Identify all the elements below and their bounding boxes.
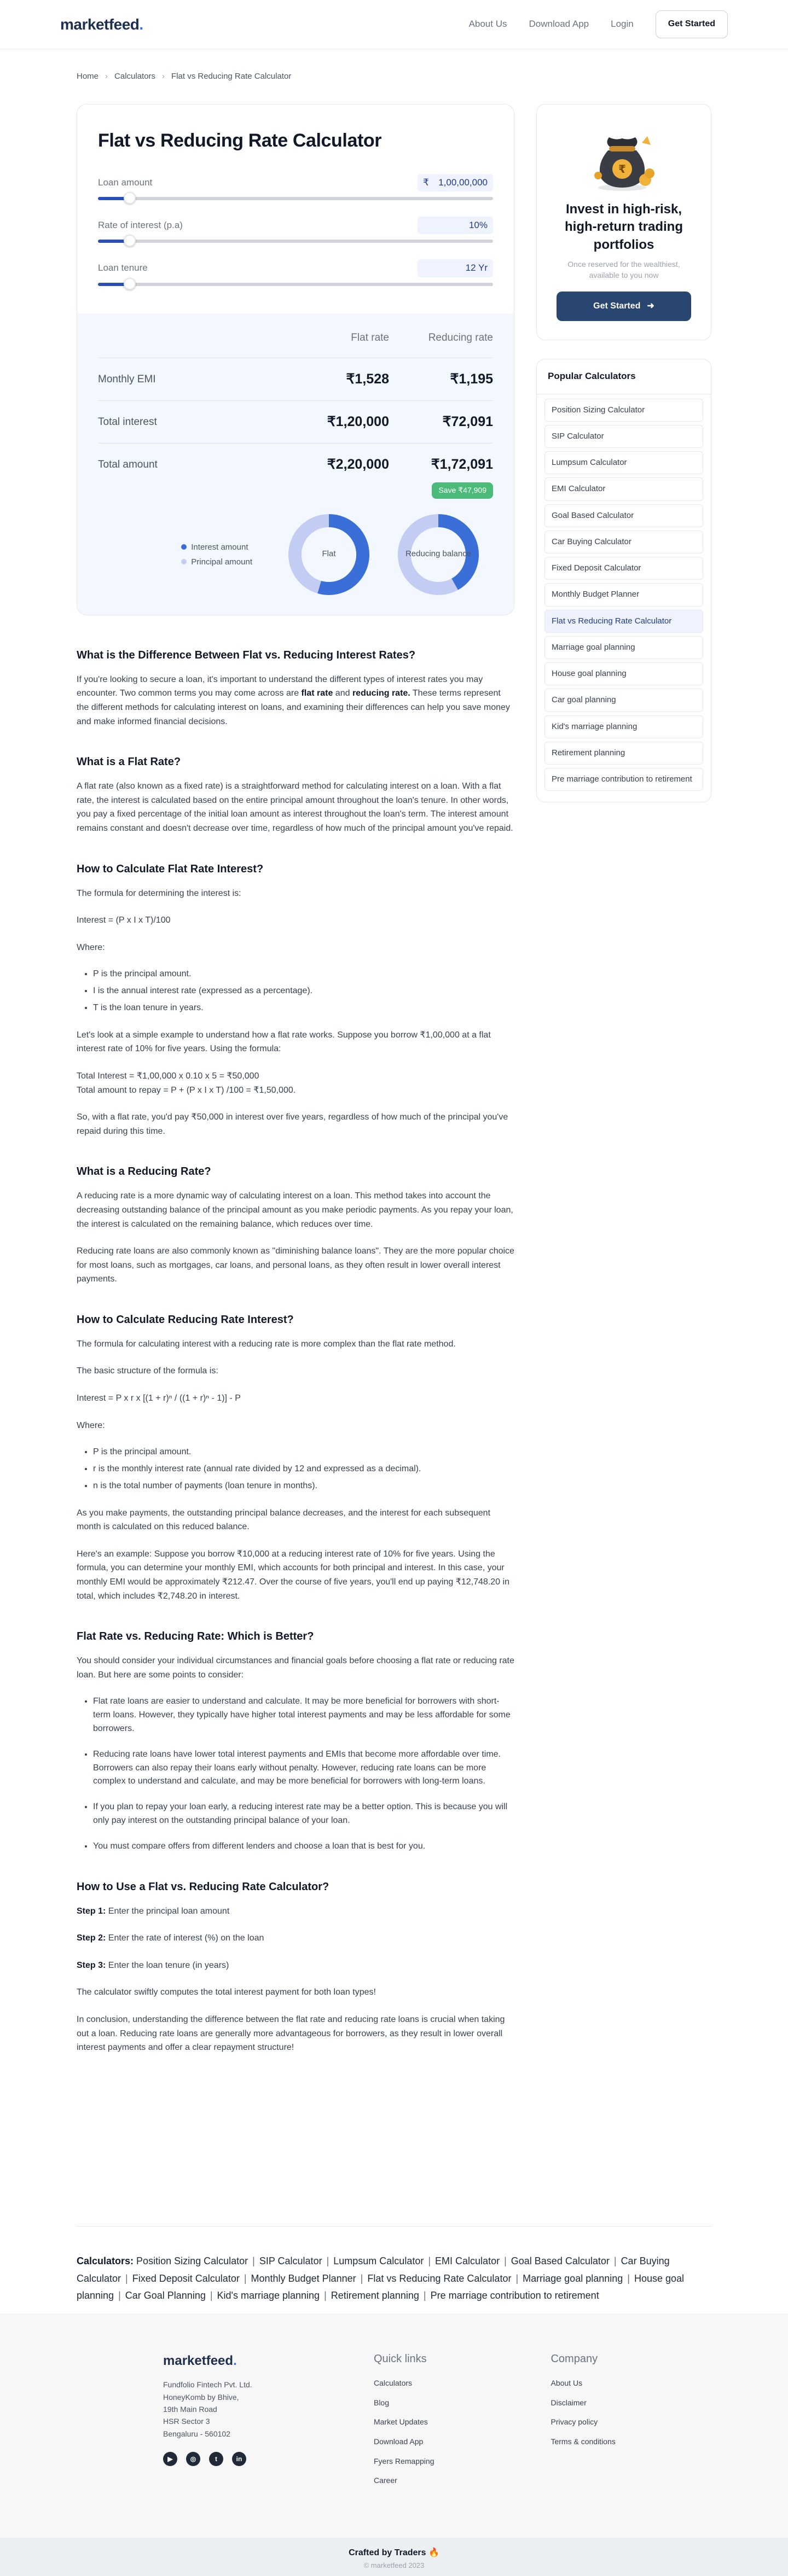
- footer-logo[interactable]: marketfeed.: [163, 2353, 237, 2368]
- row-label: Total amount: [98, 458, 158, 470]
- section-heading: What is a Flat Rate?: [77, 756, 181, 768]
- calculator-card: [77, 104, 514, 615]
- paragraph: Reducing rate loans are also commonly known as "diminishing balance loans". They are the more popular choice for most loans, such as mortgages, car loans, and personal loans, as they often result in lower overall interest payments.: [77, 1246, 514, 1284]
- step: Step 2: Enter the rate of interest (%) on the loan: [77, 1933, 264, 1943]
- footer-link[interactable]: Calculators: [373, 2379, 413, 2387]
- popular-calculator-item[interactable]: Marriage goal planning: [544, 636, 703, 659]
- breadcrumb-home[interactable]: Home: [77, 72, 99, 81]
- page-title: Flat vs Reducing Rate Calculator: [98, 130, 382, 151]
- loan-amount-input[interactable]: ₹ 1,00,00,000: [418, 174, 493, 191]
- separator: |: [360, 2272, 363, 2284]
- result-row-total-amount: [98, 443, 493, 486]
- list-item: • P is the principal amount.: [93, 968, 514, 981]
- flat-value: ₹1,20,000: [327, 414, 389, 430]
- section-heading: How to Calculate Reducing Rate Interest?: [77, 1313, 294, 1326]
- calculator-link[interactable]: Goal Based Calculator: [511, 2256, 610, 2266]
- separator: |: [324, 2290, 327, 2301]
- promo-subtitle: Once reserved for the wealthiest, available to you now: [567, 260, 680, 279]
- paragraph: The calculator swiftly computes the total interest payment for both loan types!: [77, 1988, 376, 1997]
- main-content: [77, 104, 514, 2080]
- social-links: [163, 2452, 374, 2466]
- footer: [0, 2313, 788, 2538]
- section-heading: How to Calculate Flat Rate Interest?: [77, 862, 264, 875]
- copyright: © marketfeed 2023: [363, 2561, 425, 2569]
- paragraph: You should consider your individual circumstances and financial goals before choosing a flat rate or reducing rate loan. But here are some points to consider:: [77, 1656, 514, 1680]
- results-panel: [77, 313, 514, 615]
- popular-calculator-item[interactable]: Kid's marriage planning: [544, 715, 703, 738]
- popular-calculator-item[interactable]: Pre marriage contribution to retirement: [544, 768, 703, 791]
- quick-links: [374, 2351, 551, 2495]
- calculator-link[interactable]: SIP Calculator: [259, 2256, 322, 2266]
- company-title: Company: [551, 2353, 598, 2365]
- savings-badge: Save ₹47,909: [432, 482, 493, 499]
- interest-rate-input[interactable]: 10%: [418, 217, 493, 234]
- reducing-value: ₹72,091: [442, 414, 493, 430]
- separator: |: [515, 2272, 519, 2284]
- promo-title: Invest in high-risk, high-return trading portfolios: [565, 202, 683, 252]
- quick-links-title: Quick links: [373, 2353, 427, 2365]
- results-header: [98, 330, 493, 358]
- promo-card: [536, 104, 711, 340]
- footer-link[interactable]: Career: [373, 2476, 397, 2485]
- separator: |: [428, 2256, 431, 2266]
- twitter-icon[interactable]: t: [209, 2452, 223, 2466]
- slider-track[interactable]: [98, 240, 493, 243]
- reducing-donut-chart: [395, 511, 482, 598]
- donut-label: Reducing balance: [405, 549, 472, 559]
- crafted-text: Crafted by Traders 🔥: [349, 2548, 439, 2557]
- separator: |: [125, 2272, 128, 2284]
- calculator-link[interactable]: Lumpsum Calculator: [333, 2256, 424, 2266]
- popular-calculator-item[interactable]: Goal Based Calculator: [544, 504, 703, 527]
- separator: |: [244, 2272, 247, 2284]
- bottom-bar: [0, 2538, 788, 2576]
- result-row-monthly-emi: [98, 358, 493, 400]
- calculators-label: Calculators:: [77, 2256, 134, 2266]
- paragraph: In conclusion, understanding the difference between the flat rate and reducing rate loans is crucial when taking out a loan. Reducing rate loans are generally more advantageous for borrowers, as they result in lower overall interest payments and offer a clear repayment structure!: [77, 2014, 505, 2053]
- popular-calculator-item[interactable]: Car Buying Calculator: [544, 531, 703, 553]
- separator: |: [326, 2256, 329, 2266]
- logo[interactable]: marketfeed.: [60, 15, 143, 33]
- calculator-link[interactable]: Car Buying Calculator: [77, 2256, 670, 2284]
- footer-link[interactable]: Download App: [373, 2437, 424, 2446]
- popular-calculator-item[interactable]: Retirement planning: [544, 742, 703, 765]
- popular-calculators: [536, 359, 711, 802]
- company-address: Fundfolio Fintech Pvt. Ltd. HoneyKomb by Bhive, 19th Main Road HSR Sector 3 Bengaluru - 560102: [163, 2380, 252, 2438]
- variable-list: [93, 1446, 514, 1493]
- nav-login[interactable]: Login: [611, 19, 634, 30]
- calculator-link[interactable]: Kid's marriage planning: [217, 2290, 320, 2301]
- formula: Interest = (P x I x T)/100: [77, 916, 171, 925]
- breadcrumb-calculators[interactable]: Calculators: [114, 72, 156, 81]
- list-item: • T is the loan tenure in years.: [93, 1001, 514, 1015]
- chevron-right-icon: ›: [162, 72, 165, 81]
- instagram-icon[interactable]: ◎: [186, 2452, 200, 2466]
- loan-tenure-slider: [98, 259, 493, 285]
- popular-calculators-title: Popular Calculators: [537, 359, 711, 394]
- list-item: • n is the total number of payments (loan tenure in months).: [93, 1479, 514, 1493]
- separator: |: [613, 2256, 617, 2266]
- separator: |: [252, 2256, 255, 2266]
- reducing-value: ₹1,195: [450, 371, 493, 387]
- list-item: • Reducing rate loans have lower total interest payments and EMIs that become more affordable over time. Borrowers can also repay their loans early without penalty. However, reducing rate loans can be more complex to understand and calculate, and may be more beneficial for borrowers with long-term loans.: [93, 1748, 514, 1788]
- donut-label: Flat: [322, 549, 336, 559]
- slider-handle[interactable]: [124, 278, 136, 290]
- article: [77, 647, 514, 2055]
- column-reducing-rate: Reducing rate: [428, 331, 493, 343]
- calculator-link[interactable]: Pre marriage contribution to retirement: [430, 2290, 599, 2301]
- popular-calculator-item[interactable]: House goal planning: [544, 662, 703, 685]
- popular-calculator-item[interactable]: Flat vs Reducing Rate Calculator: [544, 610, 703, 633]
- separator: |: [504, 2256, 507, 2266]
- list-item: • r is the monthly interest rate (annual rate divided by 12 and expressed as a decimal).: [93, 1462, 514, 1476]
- list-item: • Flat rate loans are easier to understand and calculate. It may be more beneficial for borrowers with short-term loans. However, they typically have higher total interest payments and may be less affordable for some borrowers.: [93, 1695, 514, 1735]
- section-heading: How to Use a Flat vs. Reducing Rate Calculator?: [77, 1880, 329, 1893]
- calculators-link-list: [77, 2226, 711, 2305]
- separator: |: [118, 2290, 121, 2301]
- row-label: Total interest: [98, 416, 157, 428]
- site-header: [0, 0, 788, 49]
- calculator-link[interactable]: Car Goal Planning: [125, 2290, 206, 2301]
- footer-link[interactable]: Terms & conditions: [551, 2437, 616, 2446]
- calculator-link[interactable]: Retirement planning: [331, 2290, 419, 2301]
- paragraph: As you make payments, the outstanding principal balance decreases, and the interest for each subsequent month is calculated on this reduced balance.: [77, 1508, 491, 1532]
- popular-calculator-item[interactable]: Monthly Budget Planner: [544, 583, 703, 606]
- example-calculation: Total Interest = ₹1,00,000 x 0.10 x 5 = ₹50,000 Total amount to repay = P + (P x I x T) /100 = ₹1,50,000.: [77, 1071, 296, 1095]
- principal-dot-icon: [181, 559, 187, 564]
- paragraph: Where:: [77, 1420, 105, 1430]
- reducing-value: ₹1,72,091: [431, 457, 493, 473]
- nav-about-us[interactable]: About Us: [468, 19, 507, 30]
- paragraph: So, with a flat rate, you'd pay ₹50,000 in interest over five years, regardless of how much of the principal you've repaid during this time.: [77, 1112, 508, 1136]
- loan-amount-slider: [98, 174, 493, 200]
- youtube-icon[interactable]: ▶: [163, 2452, 177, 2466]
- popular-calculator-item[interactable]: EMI Calculator: [544, 477, 703, 500]
- promo-get-started-button[interactable]: Get Started ➜: [557, 292, 691, 321]
- slider-label: Loan tenure: [98, 263, 148, 273]
- footer-link[interactable]: Disclaimer: [551, 2398, 587, 2407]
- formula: Interest = P x r x [(1 + r)ⁿ / ((1 + r)ⁿ - 1)] - P: [77, 1394, 241, 1403]
- paragraph: If you're looking to secure a loan, it's important to understand the different types of interest rates you may encounter. Two common terms you may come across are flat rate and reducing rate. These terms represent the different methods for calculating interest on loans, and examining their differences can help you save money and make informed financial decisions.: [77, 674, 510, 726]
- footer-link[interactable]: Privacy policy: [551, 2417, 598, 2427]
- list-item: • You must compare offers from different lenders and choose a loan that is best for you.: [93, 1840, 514, 1854]
- variable-list: [93, 968, 514, 1015]
- paragraph: The formula for determining the interest is:: [77, 888, 241, 898]
- flat-donut-chart: [285, 511, 373, 598]
- chevron-right-icon: ›: [105, 72, 108, 81]
- calculator-link[interactable]: Monthly Budget Planner: [251, 2272, 356, 2284]
- nav-download-app[interactable]: Download App: [529, 19, 589, 30]
- slider-label: Loan amount: [98, 177, 153, 188]
- get-started-button[interactable]: Get Started: [656, 10, 728, 38]
- company-links: [551, 2351, 728, 2495]
- paragraph: Let's look at a simple example to understand how a flat rate works. Suppose you borrow ₹1,00,000 at a flat interest rate of 10% for five years. Using the formula:: [77, 1030, 491, 1054]
- calculator-link[interactable]: House goal planning: [77, 2272, 685, 2301]
- footer-link[interactable]: Market Updates: [373, 2417, 428, 2427]
- section-heading: What is a Reducing Rate?: [77, 1165, 211, 1178]
- row-label: Monthly EMI: [98, 373, 156, 385]
- step: Step 3: Enter the loan tenure (in years): [77, 1960, 229, 1970]
- paragraph: Here's an example: Suppose you borrow ₹10,000 at a reducing interest rate of 10% for five years. Using the formula, you can determine your monthly EMI, which accounts for both principal and interest. In this case, your monthly EMI would be approximately ₹212.47. Over the course of five years, you'll end up paying ₹12,748.20 in total, which includes ₹2,748.20 in interest.: [77, 1549, 509, 1601]
- separator: |: [627, 2272, 630, 2284]
- separator: |: [210, 2290, 213, 2301]
- popular-calculator-item[interactable]: Position Sizing Calculator: [544, 399, 703, 422]
- interest-rate-slider: [98, 217, 493, 243]
- slider-handle[interactable]: [124, 192, 136, 204]
- separator: |: [423, 2290, 426, 2301]
- slider-track[interactable]: [98, 197, 493, 200]
- legend-interest: Interest amount: [191, 542, 248, 552]
- chart-legend: [181, 539, 252, 571]
- paragraph: The basic structure of the formula is:: [77, 1366, 218, 1376]
- step: Step 1: Enter the principal loan amount: [77, 1906, 230, 1916]
- footer-link[interactable]: Blog: [373, 2398, 390, 2407]
- slider-label: Rate of interest (p.a): [98, 220, 183, 231]
- interest-dot-icon: [181, 544, 187, 550]
- footer-link[interactable]: About Us: [551, 2379, 583, 2387]
- flat-value: ₹2,20,000: [327, 457, 389, 473]
- result-row-total-interest: [98, 400, 493, 443]
- donut-charts: [98, 511, 493, 598]
- top-nav: [469, 10, 728, 38]
- legend-principal: Principal amount: [191, 557, 252, 567]
- slider-handle[interactable]: [124, 235, 136, 247]
- paragraph: A flat rate (also known as a fixed rate) is a straightforward method for calculating interest on a loan. With a flat rate, the interest is calculated based on the entire principal amount throughout the loan's tenure. In other words, you pay a fixed percentage of the initial loan amount as interest throughout the loan's term. The interest amount remains constant and doesn't decrease over time, regardless of how much of the principal amount you've repaid.: [77, 782, 513, 833]
- money-bag-icon: [588, 126, 659, 192]
- comparison-list: [93, 1695, 514, 1853]
- flat-value: ₹1,528: [346, 371, 389, 387]
- section-heading: What is the Difference Between Flat vs. Reducing Interest Rates?: [77, 649, 416, 661]
- loan-tenure-input[interactable]: 12 Yr: [418, 259, 493, 277]
- calculator-link[interactable]: Marriage goal planning: [523, 2272, 623, 2284]
- list-item: • P is the principal amount.: [93, 1446, 514, 1459]
- calculator-link[interactable]: EMI Calculator: [435, 2256, 500, 2266]
- sidebar: [536, 104, 711, 802]
- popular-calculators-list: [537, 394, 711, 802]
- column-flat-rate: Flat rate: [351, 331, 389, 343]
- slider-track[interactable]: [98, 283, 493, 286]
- calculator-link[interactable]: Position Sizing Calculator: [136, 2256, 248, 2266]
- list-item: • If you plan to repay your loan early, a reducing interest rate may be a better option. This is because you will only pay interest on the outstanding principal balance of your loan.: [93, 1800, 514, 1828]
- footer-link[interactable]: Fyers Remapping: [373, 2456, 434, 2466]
- arrow-right-icon: ➜: [647, 301, 654, 311]
- paragraph: A reducing rate is a more dynamic way of calculating interest on a loan. This method takes into account the decreasing outstanding balance of the principal amount as you make periodic payments. As you repay your loan, the interest is calculated on the remaining balance, which reduces over time.: [77, 1191, 513, 1229]
- popular-calculator-item[interactable]: Car goal planning: [544, 689, 703, 712]
- paragraph: Where:: [77, 942, 105, 952]
- popular-calculator-item[interactable]: Lumpsum Calculator: [544, 451, 703, 474]
- paragraph: The formula for calculating interest with a reducing rate is more complex than the flat rate method.: [77, 1339, 456, 1349]
- calculator-link[interactable]: Flat vs Reducing Rate Calculator: [367, 2272, 512, 2284]
- breadcrumb-current: Flat vs Reducing Rate Calculator: [171, 72, 292, 81]
- calculator-link[interactable]: Fixed Deposit Calculator: [132, 2272, 240, 2284]
- popular-calculator-item[interactable]: Fixed Deposit Calculator: [544, 557, 703, 580]
- svg-text:₹: ₹: [618, 162, 626, 176]
- breadcrumb: [60, 49, 728, 97]
- section-heading: Flat Rate vs. Reducing Rate: Which is Better?: [77, 1630, 314, 1643]
- list-item: • I is the annual interest rate (expressed as a percentage).: [93, 984, 514, 998]
- popular-calculator-item[interactable]: SIP Calculator: [544, 425, 703, 448]
- linkedin-icon[interactable]: in: [232, 2452, 246, 2466]
